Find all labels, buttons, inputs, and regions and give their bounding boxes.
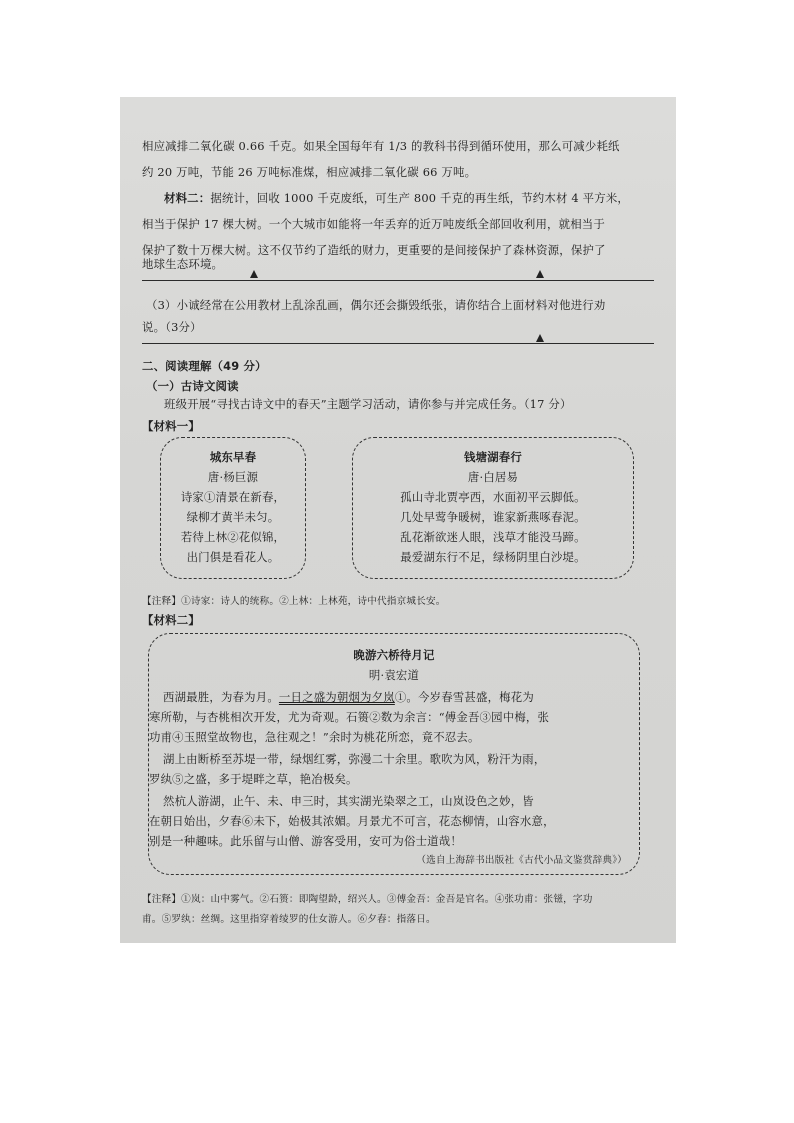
essay-source: （选自上海辞书出版社《古代小品文鉴赏辞典》）: [416, 855, 627, 866]
answer-triangle: [536, 334, 544, 342]
section-title: 二、阅读理解（49 分）: [142, 359, 267, 373]
essay-line: 然杭人游湖，止午、未、申三时，其实湖光染翠之工，山岚设色之妙，皆: [163, 794, 534, 808]
essay-line: 寒所勒，与杏桃相次开发，尤为奇观。石篑②数为余言：“傅金吾③园中梅，张: [149, 710, 550, 724]
poem-author: 唐·白居易: [467, 470, 519, 484]
passage-line: 保护了数十万棵大树。这不仅节约了造纸的财力，更重要的是间接保护了森林资源，保护了: [142, 243, 606, 257]
material-1-note: 【注释】①诗家：诗人的统称。②上林：上林苑，诗中代指京城长安。: [142, 596, 446, 607]
material-1-label: 【材料一】: [142, 419, 200, 433]
question-3-cont: 说。（3分）: [142, 320, 202, 334]
essay-line: 功甫④玉照堂故物也，急往观之！”余时为桃花所恋，竟不忍去。: [149, 730, 480, 744]
document-photo: [120, 97, 676, 943]
passage-line: 地球生态环境。: [142, 257, 224, 271]
answer-triangle: [536, 270, 544, 278]
poem-line: 最爱湖东行不足，绿杨阴里白沙堤。: [400, 550, 586, 564]
essay-line: 在朝日始出，夕舂⑥未下，始极其浓媚。月景尤不可言，花态柳情，山容水意，: [149, 814, 555, 828]
poem-title: 城东早春: [209, 450, 257, 464]
essay-line: 别是一种趣味。此乐留与山僧、游客受用，安可为俗士道哉！: [149, 834, 462, 848]
poem-line: 绿柳才黄半未匀。: [186, 510, 280, 524]
question-3: （3）小诚经常在公用教材上乱涂乱画，偶尔还会撕毁纸张，请你结合上面材料对他进行劝: [146, 298, 606, 312]
material-2-label: 【材料二】: [142, 613, 200, 627]
poem-line: 孤山寺北贾亭西，水面初平云脚低。: [400, 490, 586, 504]
material-2-note: 甫。⑤罗纨：丝绸。这里指穿着绫罗的仕女游人。⑥夕舂：指落日。: [142, 914, 436, 925]
poem-box-2: [352, 437, 634, 579]
subsection-title: （一）古诗文阅读: [146, 379, 239, 393]
poem-author: 唐·杨巨源: [207, 470, 259, 484]
essay-box: [148, 633, 640, 875]
poem-line: 若待上林②花似锦，: [180, 530, 286, 544]
essay-line: [163, 690, 534, 704]
task-text: 班级开展“寻找古诗文中的春天”主题学习活动，请你参与并完成任务。（17 分）: [164, 397, 572, 411]
essay-line: 湖上由断桥至苏堤一带，绿烟红雾，弥漫二十余里。歌吹为风，粉汗为雨，: [163, 752, 546, 766]
passage-line: 相应减排二氧化碳 0.66 千克。如果全国每年有 1/3 的教科书得到循环使用，那么可减少耗纸: [142, 139, 620, 153]
material-label: 材料二：: [164, 191, 211, 205]
material-2-note: 【注释】①岚：山中雾气。②石篑：即陶望龄，绍兴人。③傅金吾：金吾是官名。④张功甫：张镃，字功: [142, 894, 593, 905]
answer-line[interactable]: [142, 343, 654, 344]
answer-line[interactable]: [142, 280, 654, 281]
poem-box-1: [160, 437, 306, 579]
underlined-sentence: 一日之盛为朝烟为夕岚: [278, 690, 395, 704]
passage-text: 据统计，回收 1000 千克废纸，可生产 800 千克的再生纸，节约木材 4 平方米，: [210, 191, 630, 205]
poem-line: 几处早莺争暖树，谁家新燕啄春泥。: [400, 510, 586, 524]
poem-line: 诗家①清景在新春，: [180, 490, 286, 504]
poem-title: 钱塘湖春行: [464, 450, 522, 464]
passage-line: 相当于保护 17 棵大树。一个大城市如能将一年丢弃的近万吨废纸全部回收利用，就相当于: [142, 217, 605, 231]
essay-text: 西湖最胜，为春为月。: [163, 690, 279, 704]
essay-author: 明·袁宏道: [368, 668, 420, 682]
answer-triangle: [250, 270, 258, 278]
poem-line: 出门俱是看花人。: [186, 550, 280, 564]
poem-line: 乱花渐欲迷人眼，浅草才能没马蹄。: [400, 530, 586, 544]
essay-title: 晚游六桥待月记: [353, 648, 435, 662]
material2-line: [164, 191, 629, 205]
passage-line: 约 20 万吨，节能 26 万吨标准煤，相应减排二氧化碳 66 万吨。: [142, 165, 477, 179]
essay-line: 罗纨⑤之盛，多于堤畔之草，艳冶极矣。: [149, 772, 358, 786]
essay-text: ①。今岁春雪甚盛，梅花为: [394, 690, 534, 704]
